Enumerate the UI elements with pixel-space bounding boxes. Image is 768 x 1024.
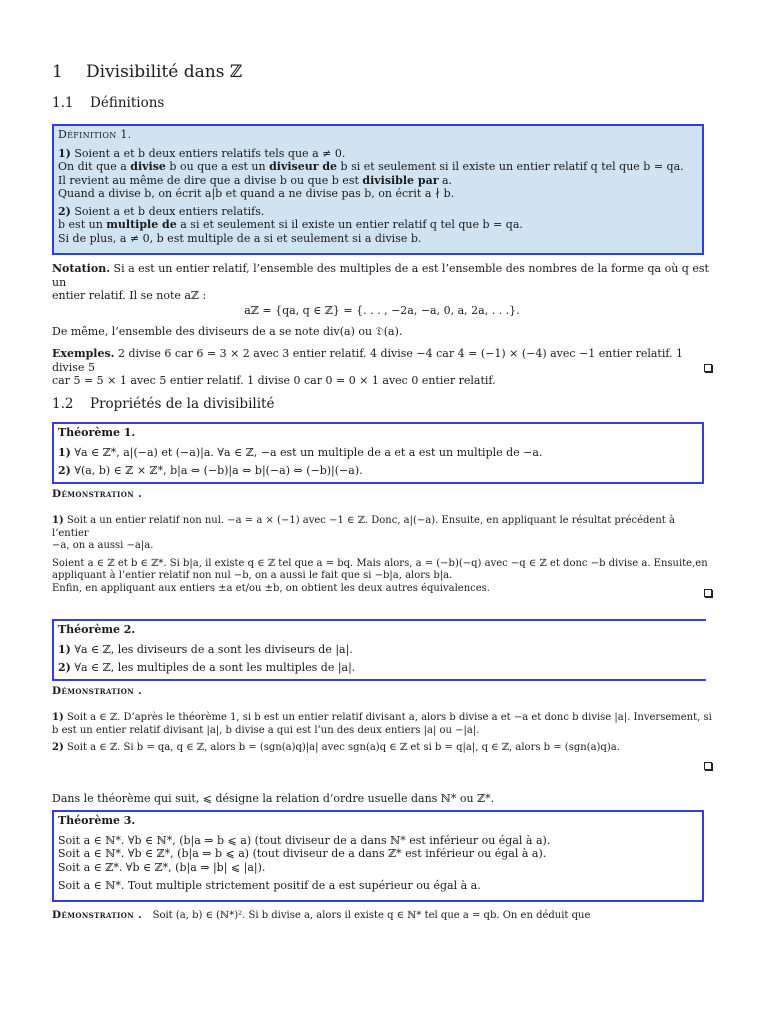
theorem-text: Soit a ∈ ℤ*. ∀b ∈ ℤ*, (b|a ⇒ |b| ⩽ |a|). [58,860,266,874]
theorem-2-box [52,619,706,681]
theorem-text: Soit a ∈ ℕ*. ∀b ∈ ℤ*, (b|a ⇒ b ⩽ a) (tout diviseur de a dans ℤ* est inférieur ou égal à a). [58,847,547,860]
demonstration-label: Démonstration . [52,685,143,697]
demonstration-2 [52,712,712,755]
definition-part-2 [58,205,698,246]
theorem-text: ∀(a, b) ∈ ℤ × ℤ*, b|a ⇔ (−b)|a ⇔ b|(−a) ⇔ (−b)|(−a). [70,464,363,477]
demonstration-text: Soit a un entier relatif non nul. −a = a × (−1) avec −1 ∈ ℤ. Donc, a|(−a). Ensuite, en appliquant le résultat précédent à l’entier [52,515,675,539]
part-number: 2) [58,204,71,218]
examples-text: car 5 = 5 × 1 avec 5 entier relatif. 1 divise 0 car 0 = 0 × 1 avec 0 entier relatif. [52,374,496,387]
qed-square-icon [704,589,712,597]
examples-text: 2 divise 6 car 6 = 3 × 2 avec 3 entier relatif. 4 divise −4 car 4 = (−1) × (−4) avec −1 entier relatif. 1 divise 5 [52,347,684,374]
theorem-text: ∀a ∈ ℤ, les diviseurs de a sont les diviseurs de |a|. [70,642,353,656]
demonstration-text: appliquant à l’entier relatif non nul −b, on a aussi le fait que si −b|a, alors b|a. [52,570,453,581]
subsection-title: Définitions [90,95,165,111]
part-number: 1) [58,146,71,160]
theorem-1-box [52,422,704,484]
section-title: Divisibilité dans ℤ [86,62,243,82]
examples-block [52,347,712,388]
part-number: 2) [58,661,71,674]
demonstration-label: Démonstration . [52,488,143,500]
theorem-title: Théorème 2. [58,623,136,636]
definition-text: On dit que a [58,160,131,173]
part-number: 1) [52,712,64,723]
part-number: 2) [52,742,64,753]
definition-part-1 [58,147,698,201]
qed-square-icon [704,364,712,372]
term-divise: divise [130,160,166,173]
part-number: 2) [58,464,71,477]
demonstration-1 [52,515,712,595]
definition-title: Définition 1. [58,128,132,141]
definition-text: a si et seulement si il existe un entier relatif q tel que b = qa. [176,218,523,231]
demonstration-text: Enfin, en appliquant aux entiers ±a et/ou ±b, on obtient les deux autres équivalences. [52,582,490,594]
theorem-3-box [52,810,704,902]
theorem-title: Théorème 1. [58,426,136,439]
definition-text: Si de plus, a ≠ 0, b est multiple de a si et seulement si a divise b. [58,231,422,245]
part-number: 1) [58,642,71,656]
demonstration-text: Soit a ∈ ℤ. D’après le théorème 1, si b est un entier relatif divisant a, alors b divise a et −a et donc b divise |a|. Inversement, si [63,712,712,723]
definition-text: Soient a et b deux entiers relatifs tels que a ≠ 0. [74,146,346,160]
term-multiple: multiple de [106,218,177,231]
subsection-heading-properties [52,398,274,412]
subsection-title: Propriétés de la divisibilité [90,396,275,412]
demonstration-text: Soient a ∈ ℤ et b ∈ ℤ*. Si b|a, il existe q ∈ ℤ tel que a = bq. Mais alors, a = (−b)(−q) avec −q ∈ ℤ et donc −b divise a. Ensuite,en [52,557,708,569]
part-number: 1) [58,445,71,459]
term-divisible: divisible par [362,173,439,187]
subsection-heading-definitions [52,97,164,111]
section-heading [52,62,243,82]
qed-square-icon [704,762,712,770]
notation-label: Notation. [52,262,111,275]
demonstration-text: −a, on a aussi −a|a. [52,540,154,551]
definition-text: Il revient au même de dire que a divise b ou que b est [58,173,363,187]
part-number: 1) [52,515,64,526]
section-number: 1 [52,62,63,82]
definition-text: b si et seulement si il existe un entier relatif q tel que b = qa. [337,160,684,173]
subsection-number: 1.2 [52,396,74,412]
notation-block [52,262,712,303]
definition-text: b ou que a est un [165,160,270,173]
definition-text: a. [438,173,453,187]
theorem-text: Soit a ∈ ℕ*. Tout multiple strictement positif de a est supérieur ou égal à a. [58,879,481,892]
examples-label: Exemples. [52,347,115,360]
order-note: Dans le théorème qui suit, ⩽ désigne la relation d’ordre usuelle dans ℕ* ou ℤ*. [52,792,495,805]
demonstration-text: b est un entier relatif divisant |a|, b divise a qui est l’un des deux entiers |a| ou −|a|. [52,724,480,736]
term-diviseur: diviseur de [269,160,338,173]
demonstration-text: Soit (a, b) ∈ (ℕ*)². Si b divise a, alors il existe q ∈ ℕ* tel que a = qb. On en déduit que [152,910,591,921]
theorem-text: ∀a ∈ ℤ, les multiples de a sont les multiples de |a|. [70,661,356,674]
demonstration-3 [52,908,712,923]
theorem-text: Soit a ∈ ℕ*. ∀b ∈ ℕ*, (b|a ⇒ b ⩽ a) (tout diviseur de a dans ℕ* est inférieur ou égal à a). [58,833,551,847]
definition-box [52,124,704,255]
definition-text: Soient a et b deux entiers relatifs. [74,204,265,218]
notation-formula: aℤ = {qa, q ∈ ℤ} = {. . . , −2a, −a, 0, a, 2a, . . .}. [244,304,520,317]
subsection-number: 1.1 [52,95,74,111]
demonstration-text: Soit a ∈ ℤ. Si b = qa, q ∈ ℤ, alors b = (sgn(a)q)|a| avec sgn(a)q ∈ ℤ et si b = q|a|, q ∈ ℤ, alors b = (sgn(a)q)a. [63,742,620,753]
demonstration-label: Démonstration . [52,909,143,921]
theorem-title: Théorème 3. [58,814,136,827]
definition-text: Quand a divise b, on écrit a|b et quand a ne divise pas b, on écrit a ∤ b. [58,187,455,200]
notation-divisors: De même, l’ensemble des diviseurs de a se note div(a) ou 𝔇(a). [52,325,403,338]
definition-text: b est un [58,218,107,231]
notation-text: entier relatif. Il se note aℤ : [52,289,207,302]
notation-text: Si a est un entier relatif, l’ensemble des multiples de a est l’ensemble des nombres de la forme qa où q est un [52,262,709,289]
theorem-text: ∀a ∈ ℤ*, a|(−a) et (−a)|a. ∀a ∈ ℤ, −a est un multiple de a et a est un multiple de −a. [70,445,543,459]
